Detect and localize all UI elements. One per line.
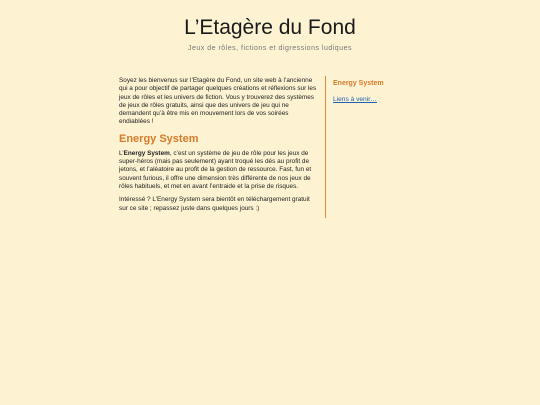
main-content xyxy=(119,77,317,218)
download-paragraph: Intéressé ? L’Energy System sera bientôt en téléchargement gratuit sur ce site ; repassez juste dans quelques jours :) xyxy=(119,196,310,212)
article-paragraph-bold: Energy System xyxy=(123,149,170,157)
site-title: L’Etagère du Fond xyxy=(184,16,356,39)
sidebar xyxy=(333,79,443,106)
article-paragraph xyxy=(119,150,317,191)
intro-paragraph: Soyez les bienvenus sur l’Etagère du Fond, un site web à l’ancienne qui a pour objectif de partager quelques créations et réflexions sur les jeux de rôles et les univers de fiction. Vous y trouverez des systèmes de jeux de rôles gratuits, ainsi que des univers de jeu qui ne demandent qu’à être mis en mouvement lors de vos soirées endiablées ! xyxy=(119,77,317,126)
article-paragraph-prefix: L’ xyxy=(119,149,124,157)
sidebar-link-coming-soon[interactable]: Liens à venir… xyxy=(333,96,377,103)
article-paragraph-rest: , c’est un système de jeu de rôle pour les jeux de super-héros (mais pas seulement) ayant troqué les dés au profit de jetons, et l’aléatoire au profit de la gestion de ressource. Fast, fun et souvent furious, il offre une dimension très différente de nos jeux de rôles habituels, et met en avant l’entraide et la prise de risques. xyxy=(119,149,312,190)
site-header xyxy=(0,14,540,52)
column-divider xyxy=(325,76,326,218)
article-title: Energy System xyxy=(119,132,199,145)
sidebar-title: Energy System xyxy=(333,80,384,87)
site-subtitle: Jeux de rôles, fictions et digressions ludiques xyxy=(188,45,352,52)
